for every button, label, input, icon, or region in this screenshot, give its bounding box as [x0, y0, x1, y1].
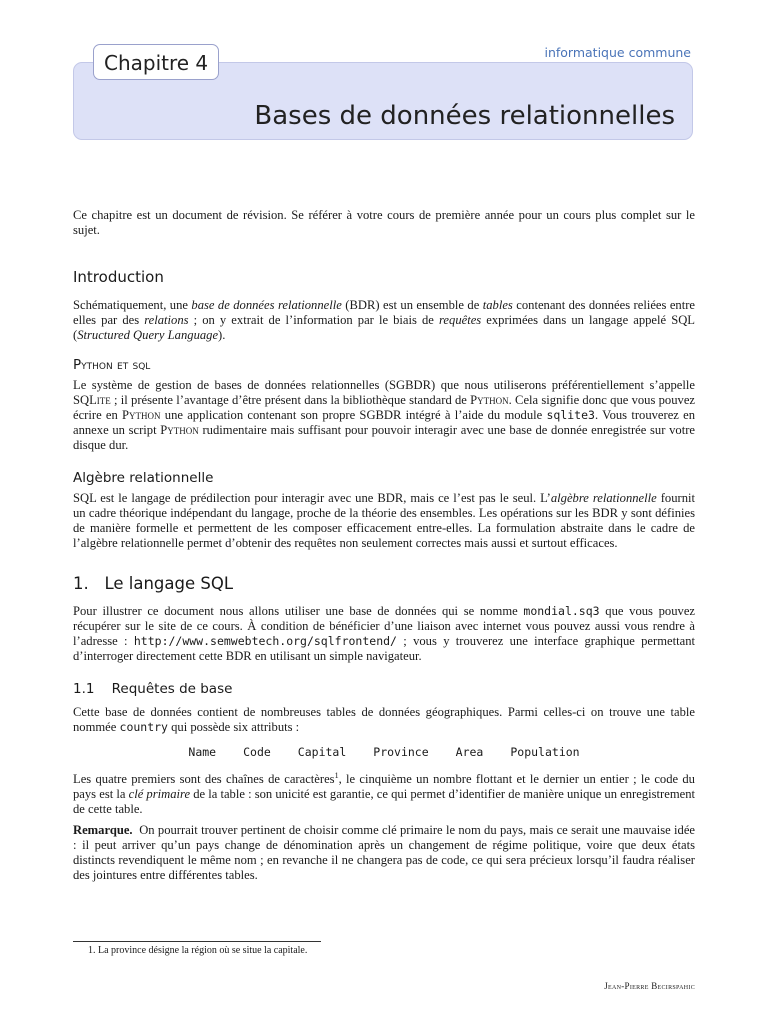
algebre-paragraph: SQL est le langage de prédilection pour interagir avec une BDR, mais ce l’est pas le seul. L’algèbre relationnelle fournit un cadre théorique indépendant du langage, proche de la théorie des ensembles. Les opérations sur les BDR y sont définies de manière formelle et permettent de les composer efficacement entre-elles. La formulation abstraite dans le cadre de l’algèbre relationnelle permet d’obtenir des requêtes non seulement correctes mais aussi et surtout efficaces. — [73, 491, 695, 550]
attribute-capital: Capital — [297, 745, 347, 759]
algebre-heading: Algèbre relationnelle — [73, 470, 214, 486]
introduction-paragraph: Schématiquement, une base de données relationnelle (BDR) est un ensemble de tables contenant des données reliées entre elles par des relations ; on y extrait de l’information par le biais de requêtes exprimées dans un langage appelé SQL (Structured Query Language). — [73, 298, 696, 342]
remark-paragraph: Remarque. On pourrait trouver pertinent de choisir comme clé primaire le nom du pays, mais ce serait une mauvaise idée : il peut arriver qu’un pays change de dénomination après un changement de régime politique, voire que deux états distincts revendiquent le même nom ; en revanche il ne changera pas de code, ce qui sera précieux lorsqu’il faudra réaliser des jointures entre différentes tables. — [73, 823, 699, 883]
python-sql-heading: Python et sql — [73, 357, 151, 373]
attribute-name: Name — [188, 745, 217, 759]
introduction-heading: Introduction — [73, 268, 164, 286]
section-1-1-paragraph: Cette base de données contient de nombreuses tables de données géographiques. Parmi celles-ci on trouve une table nommée country qui possède six attributs : — [73, 705, 695, 734]
author-footer: Jean-Pierre Becirspahic — [604, 981, 695, 991]
semwebtech-link[interactable]: http://www.semwebtech.org/sqlfrontend/ — [133, 634, 397, 648]
chapter-label: Chapitre 4 — [93, 44, 219, 80]
footnote-marker[interactable]: 1 — [334, 771, 339, 780]
attributes-paragraph: Les quatre premiers sont des chaînes de caractères$^1$, le cinquième un nombre flottant et le dernier un entier ; le code du pays est la clé primaire de la table : son unicité est garantie, ce qui permet d’identifier de manière unique un enregistrement de cette table. — [73, 771, 696, 817]
section-1-paragraph: Pour illustrer ce document nous allons utiliser une base de données qui se nomme mondial.sq3 que vous pouvez récupérer sur le site de ce cours. À condition de bénéficier d’une liaison avec internet vous pouvez aussi vous rendre à l’adresse : http://www.semwebtech.org/sqlfrontend/ ; vous y trouverez une interface graphique permettant d’interroger directement cette BDR en utilisant un simple navigateur. — [73, 604, 695, 663]
intro-paragraph: Ce chapitre est un document de révision. Se référer à votre cours de première année pour un cours plus complet sur le sujet. — [73, 208, 695, 237]
attribute-area: Area — [455, 745, 484, 759]
document-body — [73, 208, 699, 883]
python-sql-paragraph: Le système de gestion de bases de données relationnelles (SGBDR) que nous utiliserons préférentiellement s’appelle SQLite ; il présente l’avantage d’être présent dans la bibliothèque standard de Python. Cela signifie donc que vous pouvez écrire en Python une application contenant son propre SGBDR intégré à l’aide du module sqlite3. Vous trouverez en annexe un script Python rudimentaire mais suffisant pour pouvoir interagir avec une base de donnée enregistrée sur votre disque dur. — [73, 378, 696, 452]
attribute-code: Code — [243, 745, 271, 759]
section-1-1-heading: 1.1 Requêtes de base — [73, 681, 233, 697]
remark-label: Remarque. — [73, 823, 133, 838]
footnote-separator — [73, 941, 321, 942]
country-attributes — [73, 745, 695, 759]
attribute-population: Population — [510, 745, 580, 759]
course-tag: informatique commune — [544, 45, 691, 60]
attribute-province: Province — [373, 745, 429, 759]
page-title: Bases de données relationnelles — [254, 101, 675, 131]
section-1-heading: 1. Le langage SQL — [73, 574, 234, 593]
footnote: 1. La province désigne la région où se situe la capitale. — [88, 945, 308, 956]
